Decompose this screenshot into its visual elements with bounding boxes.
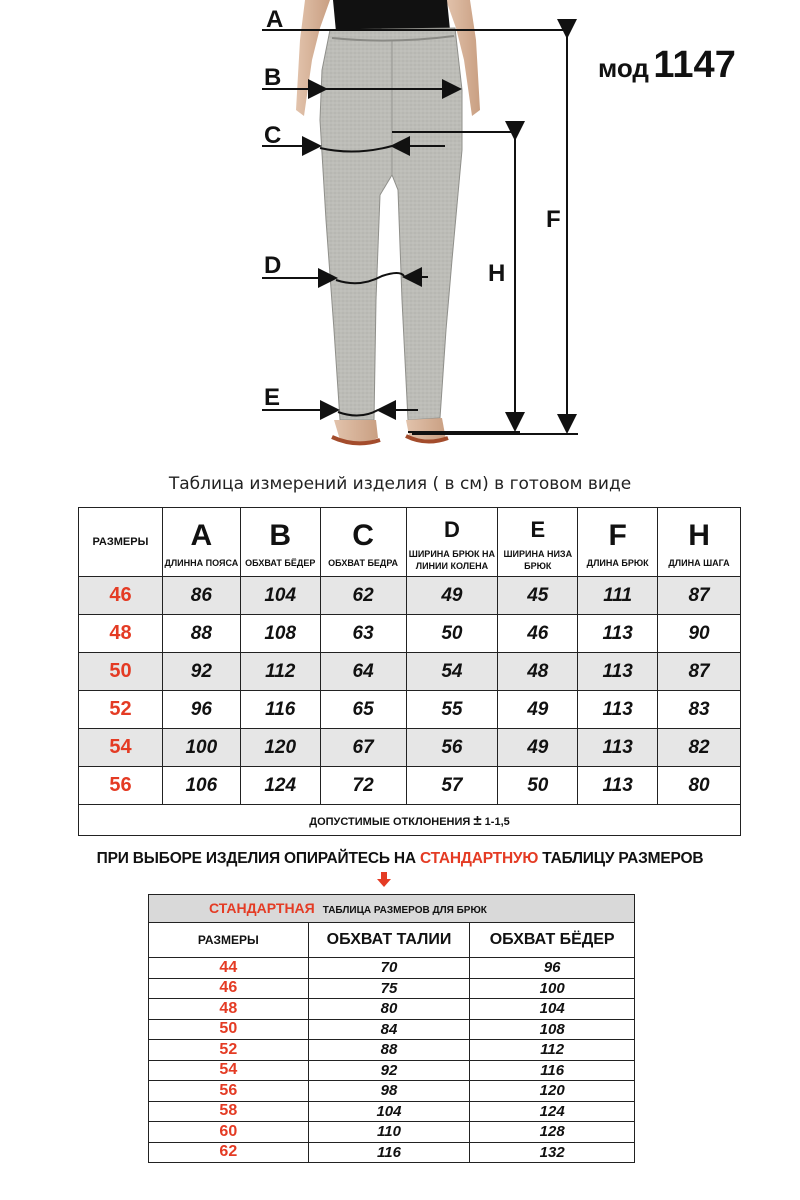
standard-hips-cell: 104 <box>470 999 635 1020</box>
tolerance-note: ДОПУСТИМЫЕ ОТКЛОНЕНИЯ ± 1-1,5 <box>79 805 741 836</box>
measurement-cell: 113 <box>578 691 658 729</box>
measurement-cell: 54 <box>406 653 498 691</box>
label-c: C <box>264 122 282 149</box>
measurement-cell: 87 <box>658 653 741 691</box>
standard-waist-cell: 70 <box>308 958 470 979</box>
column-header-c: C ОБХВАТ БЕДРА <box>320 508 406 577</box>
standard-size-cell: 50 <box>149 1019 309 1040</box>
measurement-cell: 113 <box>578 729 658 767</box>
standard-size-cell: 52 <box>149 1040 309 1061</box>
model-figure <box>296 0 480 443</box>
measurement-cell: 88 <box>162 615 240 653</box>
measurement-cell: 108 <box>240 615 320 653</box>
standard-size-row <box>149 999 635 1020</box>
measurement-cell: 48 <box>498 653 578 691</box>
standard-waist-cell: 80 <box>308 999 470 1020</box>
measurement-row <box>79 767 741 805</box>
measurement-cell: 49 <box>498 729 578 767</box>
column-header-h: H ДЛИНА ШАГА <box>658 508 741 577</box>
standard-size-cell: 60 <box>149 1122 309 1143</box>
measurement-cell: 113 <box>578 653 658 691</box>
standard-size-row <box>149 1040 635 1061</box>
column-header-d: D ШИРИНА БРЮК НА ЛИНИИ КОЛЕНА <box>406 508 498 577</box>
measurement-cell: 124 <box>240 767 320 805</box>
measurement-cell: 55 <box>406 691 498 729</box>
measurement-cell: 80 <box>658 767 741 805</box>
standard-size-row <box>149 1060 635 1081</box>
standard-size-table <box>148 894 635 1163</box>
measurement-cell: 72 <box>320 767 406 805</box>
standard-waist-cell: 88 <box>308 1040 470 1061</box>
measurement-row <box>79 615 741 653</box>
measurement-cell: 106 <box>162 767 240 805</box>
model-number <box>598 44 736 87</box>
measurement-row <box>79 729 741 767</box>
standard-waist-cell: 116 <box>308 1142 470 1163</box>
standard-hips-cell: 96 <box>470 958 635 979</box>
measurement-cell: 83 <box>658 691 741 729</box>
standard-hips-cell: 112 <box>470 1040 635 1061</box>
size-cell: 52 <box>79 691 163 729</box>
measurement-cell: 64 <box>320 653 406 691</box>
measurement-cell: 50 <box>406 615 498 653</box>
column-header-a: A ДЛИННА ПОЯСА <box>162 508 240 577</box>
measurement-row <box>79 653 741 691</box>
standard-hips-cell: 116 <box>470 1060 635 1081</box>
standard-header-size: РАЗМЕРЫ <box>149 923 309 958</box>
size-cell: 50 <box>79 653 163 691</box>
measurement-cell: 120 <box>240 729 320 767</box>
measurement-cell: 49 <box>498 691 578 729</box>
standard-hips-cell: 100 <box>470 978 635 999</box>
measurement-cell: 87 <box>658 577 741 615</box>
standard-hips-cell: 108 <box>470 1019 635 1040</box>
standard-size-row <box>149 1019 635 1040</box>
label-a: A <box>266 6 284 33</box>
standard-size-cell: 58 <box>149 1101 309 1122</box>
standard-header-row <box>149 923 635 958</box>
size-cell: 54 <box>79 729 163 767</box>
measurement-cell: 46 <box>498 615 578 653</box>
measurement-cell: 82 <box>658 729 741 767</box>
tolerance-row <box>79 805 741 836</box>
standard-table-title: СТАНДАРТНАЯ ТАБЛИЦА РАЗМЕРОВ ДЛЯ БРЮК <box>149 895 635 923</box>
column-header-e: E ШИРИНА НИЗА БРЮК <box>498 508 578 577</box>
standard-size-row <box>149 978 635 999</box>
standard-size-cell: 48 <box>149 999 309 1020</box>
measurement-cell: 116 <box>240 691 320 729</box>
standard-size-row <box>149 1122 635 1143</box>
standard-size-row <box>149 1081 635 1102</box>
arrow-down-icon <box>377 872 391 888</box>
standard-waist-cell: 84 <box>308 1019 470 1040</box>
standard-header-hips: ОБХВАТ БЁДЕР <box>470 923 635 958</box>
standard-size-cell: 62 <box>149 1142 309 1163</box>
measurement-cell: 65 <box>320 691 406 729</box>
standard-size-cell: 44 <box>149 958 309 979</box>
measurement-cell: 92 <box>162 653 240 691</box>
measurement-cell: 50 <box>498 767 578 805</box>
measurement-header-row <box>79 508 741 577</box>
column-header-f: F ДЛИНА БРЮК <box>578 508 658 577</box>
standard-waist-cell: 98 <box>308 1081 470 1102</box>
standard-hips-cell: 128 <box>470 1122 635 1143</box>
column-header-b: B ОБХВАТ БЁДЕР <box>240 508 320 577</box>
measurement-cell: 63 <box>320 615 406 653</box>
measurement-cell: 86 <box>162 577 240 615</box>
standard-waist-cell: 104 <box>308 1101 470 1122</box>
size-cell: 48 <box>79 615 163 653</box>
standard-size-row <box>149 1101 635 1122</box>
measurement-cell: 62 <box>320 577 406 615</box>
label-h: H <box>488 260 506 287</box>
measurement-cell: 104 <box>240 577 320 615</box>
model-code: 1147 <box>653 44 736 86</box>
standard-waist-cell: 110 <box>308 1122 470 1143</box>
standard-size-cell: 46 <box>149 978 309 999</box>
measurement-table-caption: Таблица измерений изделия ( в см) в готовом виде <box>168 474 632 494</box>
measurement-row <box>79 577 741 615</box>
size-column-header: РАЗМЕРЫ <box>79 508 163 577</box>
measurement-cell: 113 <box>578 615 658 653</box>
standard-hips-cell: 124 <box>470 1101 635 1122</box>
product-illustration <box>0 0 800 460</box>
size-cell: 46 <box>79 577 163 615</box>
measurement-cell: 49 <box>406 577 498 615</box>
standard-hips-cell: 132 <box>470 1142 635 1163</box>
standard-hips-cell: 120 <box>470 1081 635 1102</box>
label-b: B <box>264 64 282 91</box>
standard-header-waist: ОБХВАТ ТАЛИИ <box>308 923 470 958</box>
standard-size-cell: 54 <box>149 1060 309 1081</box>
size-advice-note: ПРИ ВЫБОРЕ ИЗДЕЛИЯ ОПИРАЙТЕСЬ НА СТАНДАРТНУЮ ТАБЛИЦУ РАЗМЕРОВ <box>96 850 704 867</box>
measurement-cell: 57 <box>406 767 498 805</box>
size-cell: 56 <box>79 767 163 805</box>
measurement-cell: 96 <box>162 691 240 729</box>
measurement-table <box>78 507 741 836</box>
label-d: D <box>264 252 282 279</box>
measurement-cell: 45 <box>498 577 578 615</box>
measurement-cell: 112 <box>240 653 320 691</box>
measurement-row <box>79 691 741 729</box>
label-f: F <box>546 206 561 233</box>
model-prefix: мод <box>598 53 649 83</box>
standard-size-cell: 56 <box>149 1081 309 1102</box>
standard-waist-cell: 92 <box>308 1060 470 1081</box>
standard-size-row <box>149 1142 635 1163</box>
measurement-cell: 56 <box>406 729 498 767</box>
measurement-cell: 67 <box>320 729 406 767</box>
measurement-cell: 100 <box>162 729 240 767</box>
standard-waist-cell: 75 <box>308 978 470 999</box>
measurement-cell: 90 <box>658 615 741 653</box>
standard-table-title-row <box>149 895 635 923</box>
label-e: E <box>264 384 281 411</box>
standard-size-row <box>149 958 635 979</box>
measurement-cell: 113 <box>578 767 658 805</box>
measurement-cell: 111 <box>578 577 658 615</box>
